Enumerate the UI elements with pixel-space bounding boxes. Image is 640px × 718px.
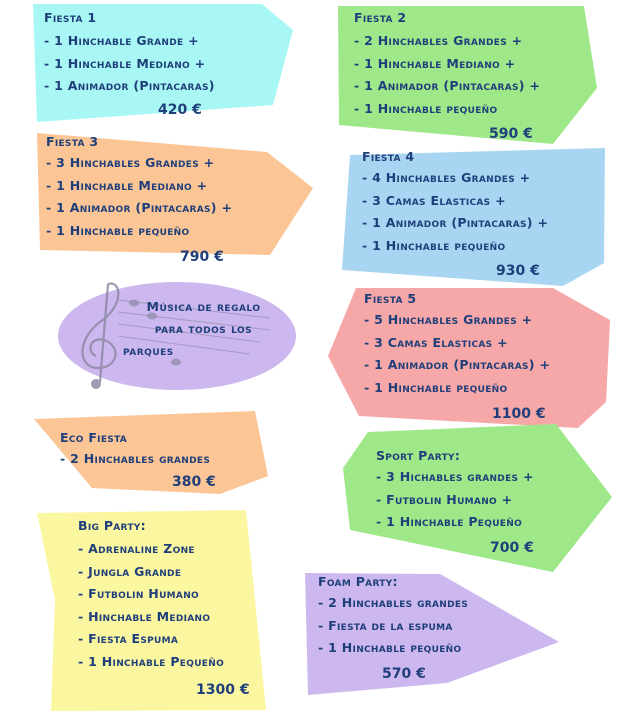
promo-text: [121, 296, 286, 362]
promo-line: parques: [123, 343, 174, 358]
package-card-fiesta-4: [362, 149, 602, 279]
package-card-sport-party: [376, 448, 606, 560]
package-item: - 1 Hinchable Pequeño: [376, 514, 523, 529]
package-item: - Futbolin Humano: [78, 586, 199, 601]
package-item: - Fiesta de la espuma: [318, 617, 453, 633]
package-item: - 1 Hinchable Mediano +: [44, 55, 206, 71]
package-item: - 1 Hinchable Grande +: [44, 33, 199, 48]
package-card-eco-fiesta: [60, 430, 260, 496]
promo-line: Música de regalo: [146, 299, 261, 314]
package-item: - 2 Hinchables grandes: [318, 595, 469, 610]
package-item: - 1 Hinchable pequeño: [364, 379, 508, 395]
package-item: - 1 Animador (Pintacaras) +: [364, 357, 551, 372]
package-item: - Adrenaline Zone: [78, 541, 195, 556]
package-item: - 1 Hinchable pequeño: [362, 237, 506, 253]
package-price: 380 €: [172, 474, 216, 490]
package-title: Fiesta 3: [46, 134, 99, 149]
package-price: 930 €: [496, 263, 540, 279]
package-item: - 1 Animador (Pintacaras): [44, 78, 215, 93]
package-card-big-party: [78, 518, 268, 704]
package-price: 790 €: [180, 249, 224, 265]
package-item: - 1 Hinchable pequeño: [46, 222, 190, 238]
package-item: - 5 Hinchables Grandes +: [364, 312, 533, 327]
package-title: Fiesta 4: [362, 149, 415, 164]
package-item: - 1 Hinchable Mediano +: [354, 55, 516, 71]
package-title: Big Party:: [78, 518, 146, 533]
package-item: - 1 Hinchable Mediano +: [46, 177, 208, 193]
package-title: Eco Fiesta: [60, 430, 128, 445]
package-price: 420 €: [158, 102, 202, 118]
package-title: Fiesta 2: [354, 10, 407, 25]
package-item: - 1 Hinchable Pequeño: [78, 653, 225, 669]
package-item: - 3 Hichables grandes +: [376, 469, 534, 484]
package-item: - 1 Hinchable pequeño: [318, 640, 462, 655]
package-price: 590 €: [489, 126, 533, 142]
package-item: - 1 Animador (Pintacaras) +: [362, 215, 549, 230]
package-item: - 2 Hinchables Grandes +: [354, 33, 523, 48]
package-card-foam-party: [318, 574, 548, 686]
package-item: - 2 Hinchables grandes: [60, 451, 211, 466]
package-item: - 3 Hinchables Grandes +: [46, 155, 215, 170]
package-item: - Hinchable Mediano: [78, 608, 211, 624]
package-price: 1300 €: [196, 682, 250, 698]
promo-line: para todos los: [154, 321, 253, 336]
package-title: Fiesta 5: [364, 291, 417, 306]
package-item: - 1 Hinchable pequeño: [354, 100, 498, 116]
package-card-fiesta-2: [354, 10, 594, 140]
package-item: - 1 Animador (Pintacaras) +: [46, 200, 233, 215]
package-card-fiesta-5: [364, 291, 604, 423]
package-price: 700 €: [490, 540, 534, 556]
package-item: - Futbolin Humano +: [376, 491, 513, 507]
package-item: - 3 Camas Elasticas +: [364, 334, 508, 350]
package-item: - 1 Animador (Pintacaras) +: [354, 78, 541, 93]
package-item: - Fiesta Espuma: [78, 631, 179, 646]
package-card-fiesta-1: [44, 10, 284, 122]
package-item: - 4 Hinchables Grandes +: [362, 170, 531, 185]
package-title: Sport Party:: [376, 448, 461, 463]
package-item: - Jungla Grande: [78, 563, 182, 579]
package-price: 1100 €: [492, 406, 546, 422]
package-title: Fiesta 1: [44, 10, 97, 25]
package-title: Foam Party:: [318, 574, 398, 589]
package-price: 570 €: [382, 666, 426, 682]
package-item: - 3 Camas Elasticas +: [362, 192, 506, 208]
package-card-fiesta-3: [46, 134, 296, 264]
